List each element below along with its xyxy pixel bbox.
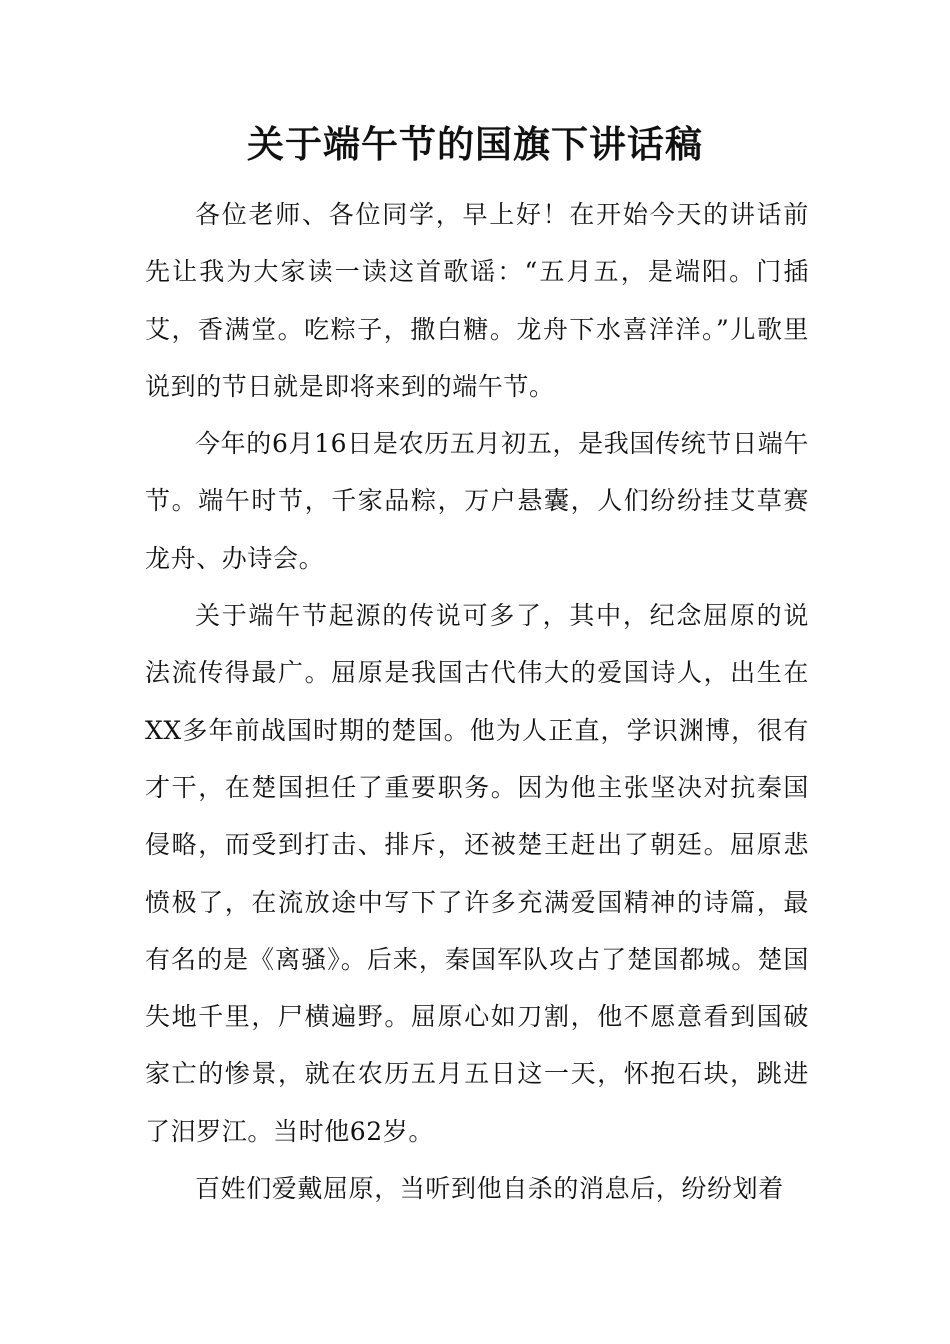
- document-body: [145, 186, 809, 1217]
- paragraph-origin-legend: 关于端午节起源的传说可多了，其中，纪念屈原的说法流传得最广。屈原是我国古代伟大的爱国诗人，出生在XX多年前战国时期的楚国。他为人正直，学识渊博，很有才干，在楚国担任了重要职务。因为他主张坚决对抗秦国侵略，而受到打击、排斥，还被楚王赶出了朝廷。屈原悲愤极了，在流放途中写下了许多充满爱国精神的诗篇，最有名的是《离骚》。后来，秦国军队攻占了楚国都城。楚国失地千里，尸横遍野。屈原心如刀割，他不愿意看到国破家亡的惨景，就在农历五月五日这一天，怀抱石块，跳进了汨罗江。当时他62岁。: [145, 601, 809, 1146]
- page-title: 关于端午节的国旗下讲话稿: [247, 122, 703, 166]
- paragraph-greeting: 各位老师、各位同学，早上好！在开始今天的讲话前先让我为大家读一读这首歌谣：“五月五，是端阳。门插艾，香满堂。吃粽子，撒白糖。龙舟下水喜洋洋。”儿歌里说到的节日就是即将来到的端午节。: [145, 200, 809, 401]
- paragraph-festival-date: 今年的6月16日是农历五月初五，是我国传统节日端午节。端午时节，千家品粽，万户悬囊，人们纷纷挂艾草赛龙舟、办诗会。: [145, 429, 809, 573]
- paragraph-people-mourning: 百姓们爱戴屈原，当听到他自杀的消息后，纷纷划着: [195, 1174, 784, 1204]
